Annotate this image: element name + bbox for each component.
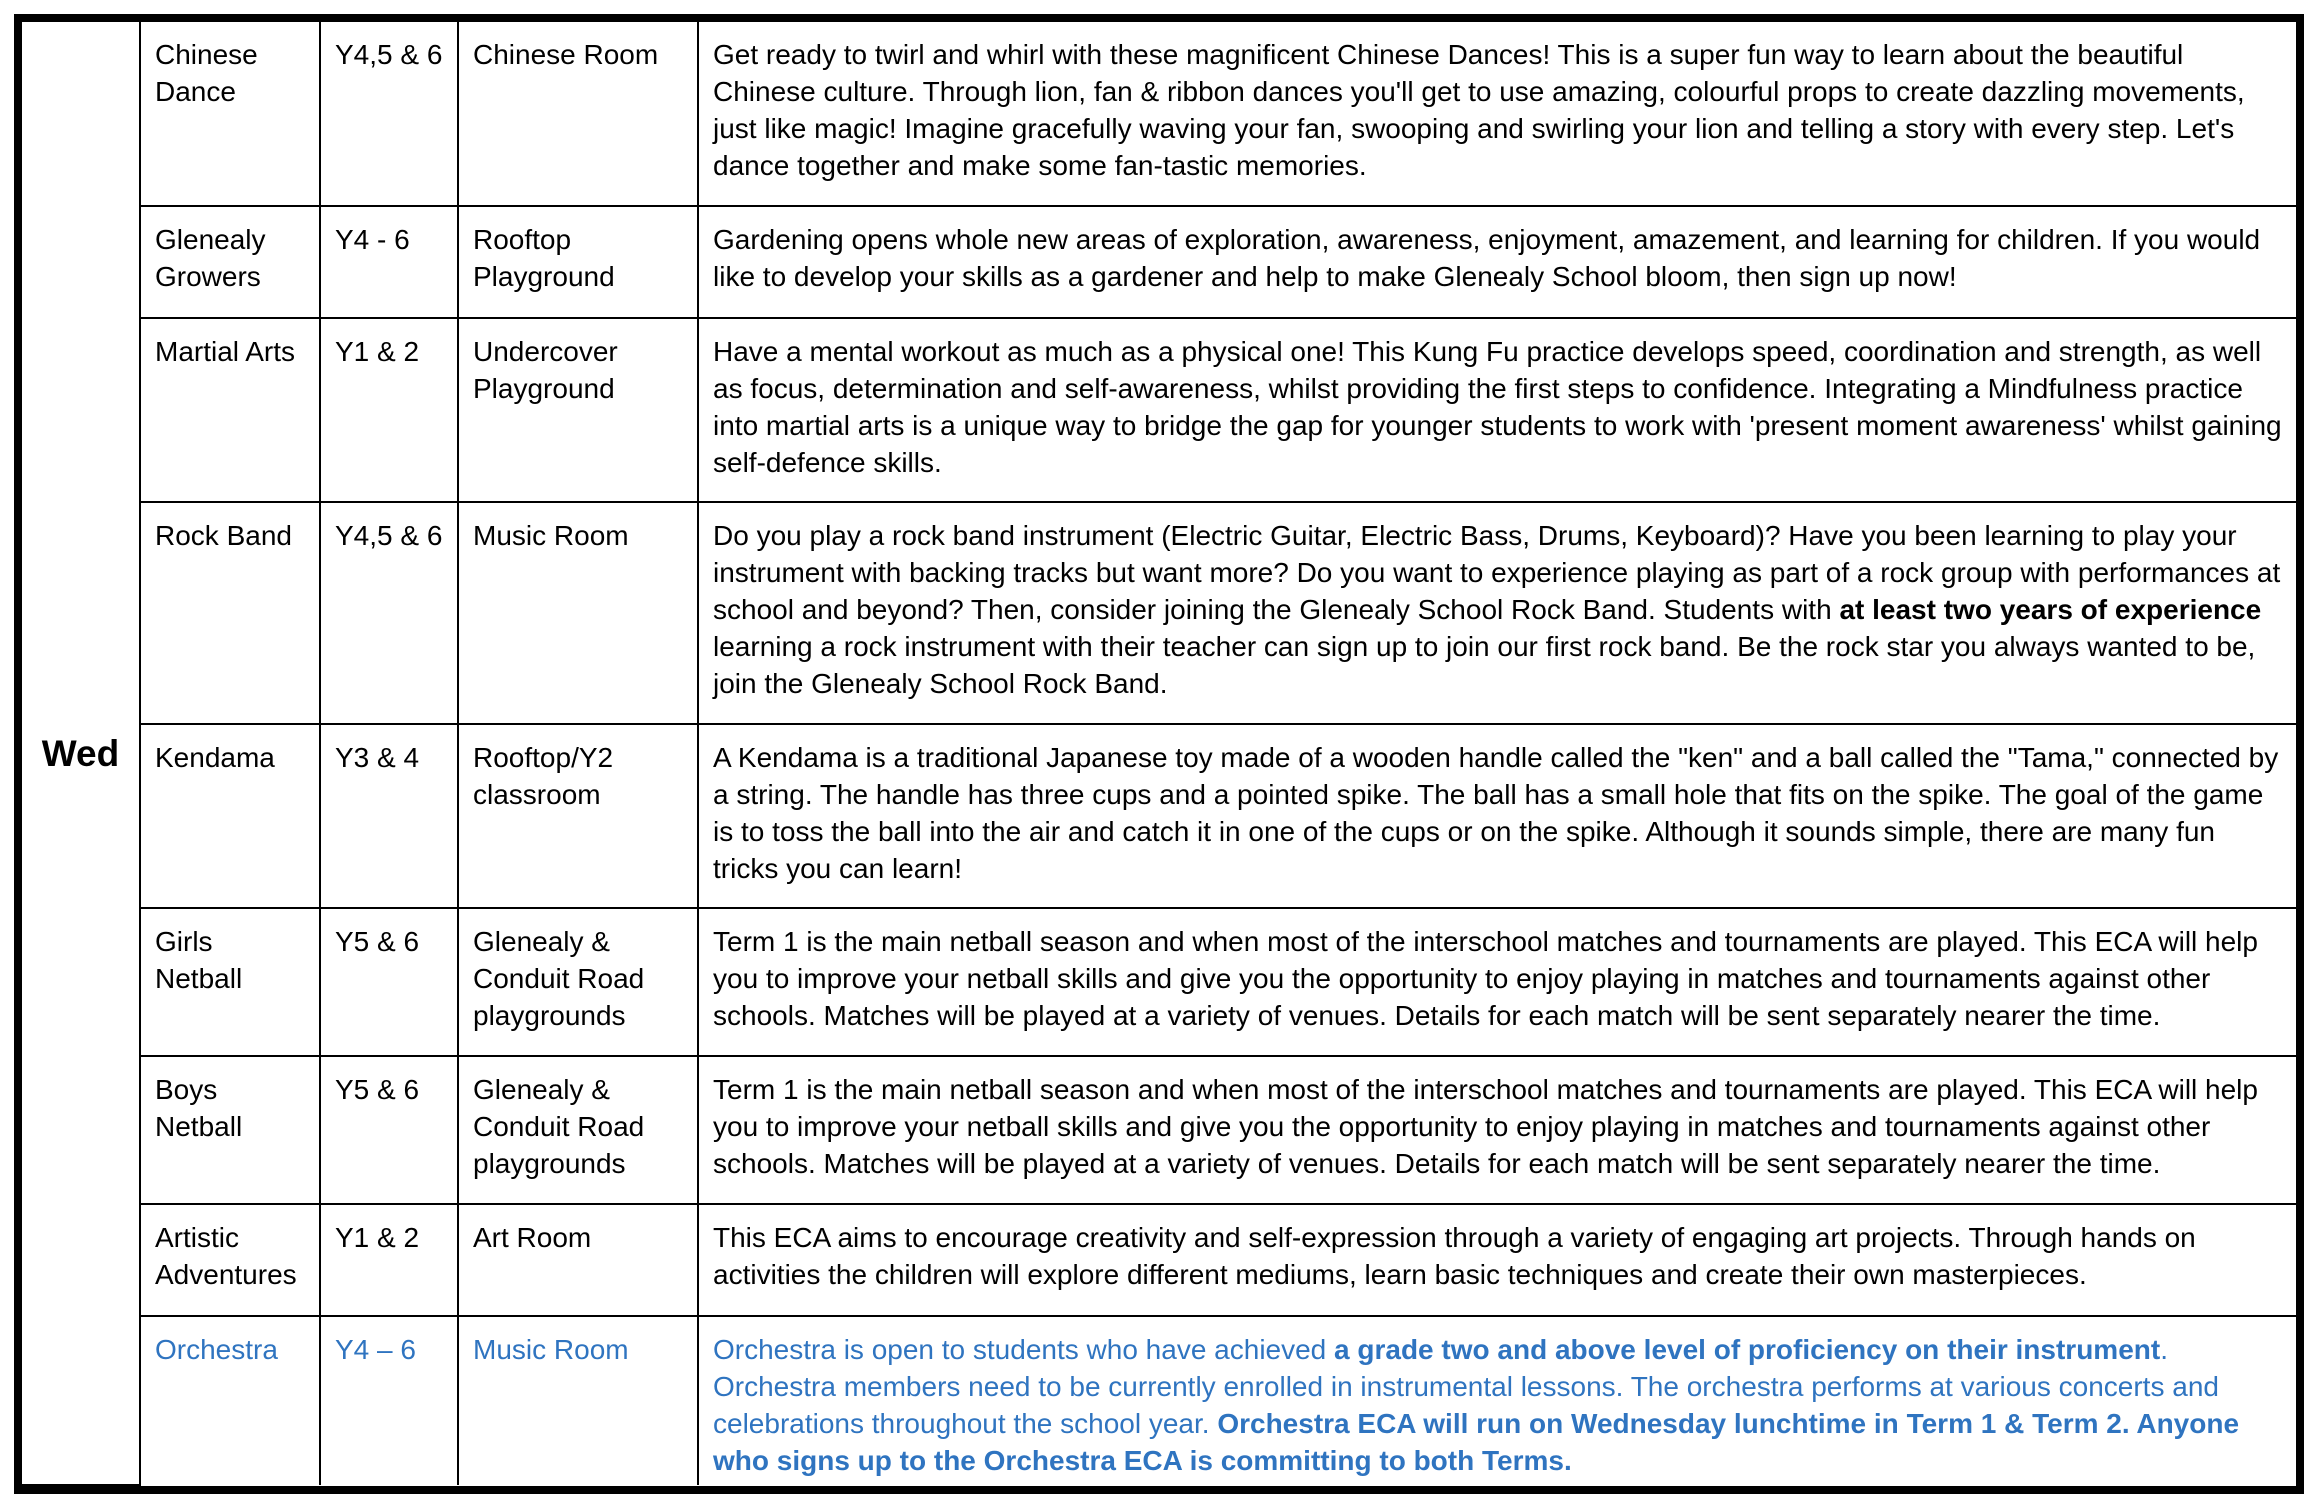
description-text: Do you play a rock band instrument (Electric Guitar, Electric Bass, Drums, Keyboard)? Have you been learning to play your instrument with backing tracks but want more? Do you want to experience playing as part of a rock group with performances at school and beyond? Then, consider joining the Glenealy School Rock Band. Students with (713, 520, 2281, 625)
location: Glenealy & Conduit Road playgrounds (458, 908, 698, 1056)
location: Art Room (458, 1204, 698, 1316)
table-row (22, 318, 2296, 502)
activity-description (698, 1316, 2296, 1485)
activity-name: Martial Arts (140, 318, 320, 502)
activity-description: Gardening opens whole new areas of exploration, awareness, enjoyment, amazement, and learning for children. If you would like to develop your skills as a gardener and help to make Glenealy School bloom, then sign up now! (698, 206, 2296, 318)
description-emphasis: a grade two and above level of proficiency on their instrument (1334, 1334, 2161, 1365)
activity-name: Orchestra (140, 1316, 320, 1485)
day-cell: Wed (22, 22, 140, 1485)
location: Chinese Room (458, 22, 698, 206)
year-group: Y4 - 6 (320, 206, 458, 318)
table-row (22, 502, 2296, 724)
description-emphasis: Orchestra ECA will run on Wednesday lunchtime in Term 1 & Term 2. Anyone who signs up to the Orchestra ECA is committing to both Terms. (713, 1408, 2240, 1476)
activity-name: Glenealy Growers (140, 206, 320, 318)
description-emphasis: at least two years of experience (1839, 594, 2262, 625)
year-group: Y5 & 6 (320, 1056, 458, 1204)
table-row (22, 1056, 2296, 1204)
activity-name: Chinese Dance (140, 22, 320, 206)
location: Music Room (458, 502, 698, 724)
eca-table-frame (14, 14, 2304, 1494)
activity-description: Term 1 is the main netball season and when most of the interschool matches and tournaments are played. This ECA will help you to improve your netball skills and give you the opportunity to enjoy playing in matches and tournaments against other schools. Matches will be played at a variety of venues. Details for each match will be sent separately nearer the time. (698, 1056, 2296, 1204)
activity-description: Have a mental workout as much as a physical one! This Kung Fu practice develops speed, coordination and strength, as well as focus, determination and self-awareness, whilst providing the first steps to confidence. Integrating a Mindfulness practice into martial arts is a unique way to bridge the gap for younger students to work with 'present moment awareness' whilst gaining self-defence skills. (698, 318, 2296, 502)
activity-description (698, 502, 2296, 724)
eca-schedule-table (22, 22, 2296, 1486)
year-group: Y4 – 6 (320, 1316, 458, 1485)
activity-description: A Kendama is a traditional Japanese toy made of a wooden handle called the "ken" and a ball called the "Tama," connected by a string. The handle has three cups and a pointed spike. The ball has a small hole that fits on the spike. The goal of the game is to toss the ball into the air and catch it in one of the cups or on the spike. Although it sounds simple, there are many fun tricks you can learn! (698, 724, 2296, 908)
year-group: Y3 & 4 (320, 724, 458, 908)
activity-name: Rock Band (140, 502, 320, 724)
location: Music Room (458, 1316, 698, 1485)
table-row (22, 206, 2296, 318)
activity-description: Get ready to twirl and whirl with these magnificent Chinese Dances! This is a super fun way to learn about the beautiful Chinese culture. Through lion, fan & ribbon dances you'll get to use amazing, colourful props to create dazzling movements, just like magic! Imagine gracefully waving your fan, swooping and swirling your lion and telling a story with every step. Let's dance together and make some fan-tastic memories. (698, 22, 2296, 206)
activity-name: Artistic Adventures (140, 1204, 320, 1316)
description-text: learning a rock instrument with their teacher can sign up to join our first rock band. Be the rock star you always wanted to be, join the Glenealy School Rock Band. (713, 631, 2256, 699)
table-row (22, 1204, 2296, 1316)
activity-name: Boys Netball (140, 1056, 320, 1204)
description-text: . Orchestra members need to be currently enrolled in instrumental lessons. The orchestra performs at various concerts and celebrations throughout the school year. (713, 1334, 2219, 1439)
year-group: Y4,5 & 6 (320, 22, 458, 206)
activity-description: Term 1 is the main netball season and when most of the interschool matches and tournaments are played. This ECA will help you to improve your netball skills and give you the opportunity to enjoy playing in matches and tournaments against other schools. Matches will be played at a variety of venues. Details for each match will be sent separately nearer the time. (698, 908, 2296, 1056)
table-row (22, 1316, 2296, 1485)
location: Glenealy & Conduit Road playgrounds (458, 1056, 698, 1204)
activity-name: Kendama (140, 724, 320, 908)
table-row (22, 724, 2296, 908)
table-row (22, 22, 2296, 206)
location: Rooftop/Y2 classroom (458, 724, 698, 908)
description-text: Orchestra is open to students who have achieved (713, 1334, 1335, 1365)
year-group: Y1 & 2 (320, 1204, 458, 1316)
table-row (22, 908, 2296, 1056)
year-group: Y5 & 6 (320, 908, 458, 1056)
activity-description: This ECA aims to encourage creativity and self-expression through a variety of engaging art projects. Through hands on activities the children will explore different mediums, learn basic techniques and create their own masterpieces. (698, 1204, 2296, 1316)
activity-name: Girls Netball (140, 908, 320, 1056)
location: Undercover Playground (458, 318, 698, 502)
year-group: Y4,5 & 6 (320, 502, 458, 724)
location: Rooftop Playground (458, 206, 698, 318)
year-group: Y1 & 2 (320, 318, 458, 502)
